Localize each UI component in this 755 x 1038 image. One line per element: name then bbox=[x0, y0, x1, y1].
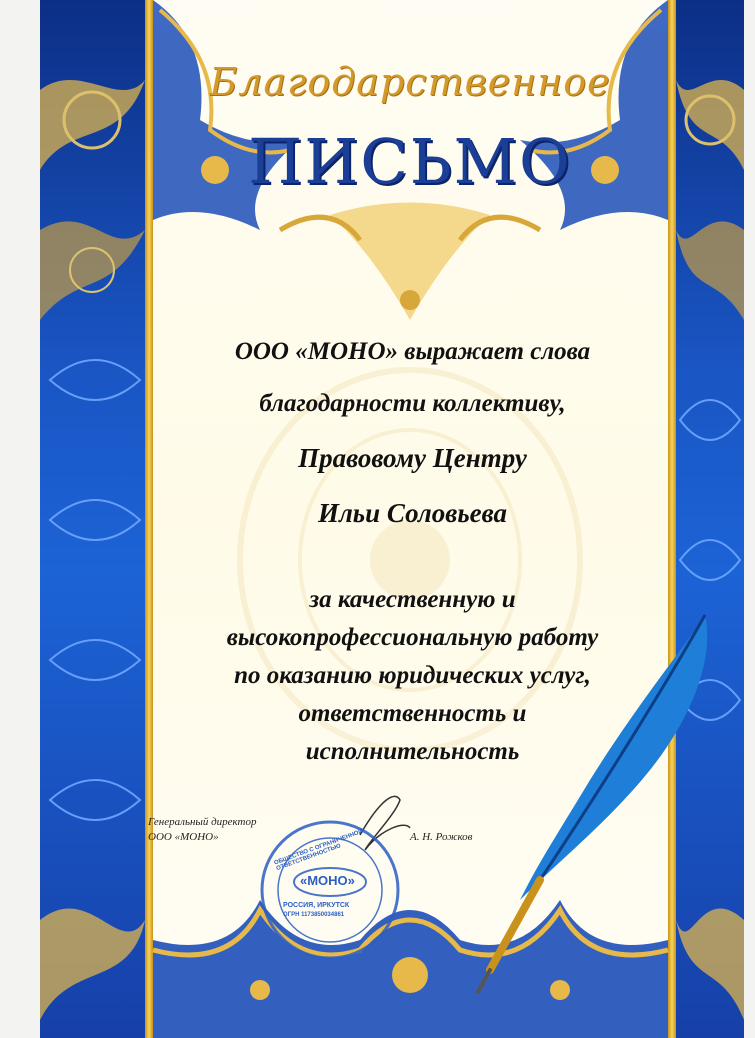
recipient-line-2: Ильи Соловьева bbox=[317, 498, 508, 528]
bottom-ornament bbox=[153, 900, 668, 1038]
background-damask bbox=[240, 370, 580, 750]
signer-position: Генеральный директор bbox=[148, 816, 257, 828]
left-panel-flourish bbox=[40, 80, 145, 1020]
body-line-6: высокопрофессиональную работу bbox=[226, 624, 599, 651]
body-line-2: благодарности коллективу, bbox=[259, 390, 566, 417]
body-line-8: ответственность и bbox=[298, 700, 527, 727]
body-line-5: за качественную и bbox=[309, 586, 516, 613]
signer-name: А. Н. Рожков bbox=[410, 831, 473, 843]
page-title: ПИСЬМО bbox=[248, 125, 572, 198]
body-line-1: ООО «МОНО» выражает слова bbox=[234, 338, 591, 365]
signer-organization: ООО «МОНО» bbox=[148, 831, 219, 843]
stamp-ring-text: ОБЩЕСТВО С ОГРАНИЧЕННОЙ ОТВЕТСТВЕННОСТЬЮ bbox=[273, 828, 364, 873]
body-line-7: по оказанию юридических услуг, bbox=[234, 662, 591, 689]
body-line-9: исполнительность bbox=[305, 738, 520, 765]
recipient-line-1: Правовому Центру bbox=[298, 443, 527, 473]
stamp-ogrn-text: ОГРН 1173850034861 bbox=[283, 912, 345, 918]
title-script-line: Благодарственное bbox=[209, 60, 611, 104]
title-scroll-ornament bbox=[280, 203, 540, 321]
right-panel-flourish bbox=[676, 80, 744, 1020]
stamp-center-text: «МОНО» bbox=[300, 873, 355, 888]
stamp-city-text: РОССИЯ, ИРКУТСК bbox=[283, 902, 350, 909]
